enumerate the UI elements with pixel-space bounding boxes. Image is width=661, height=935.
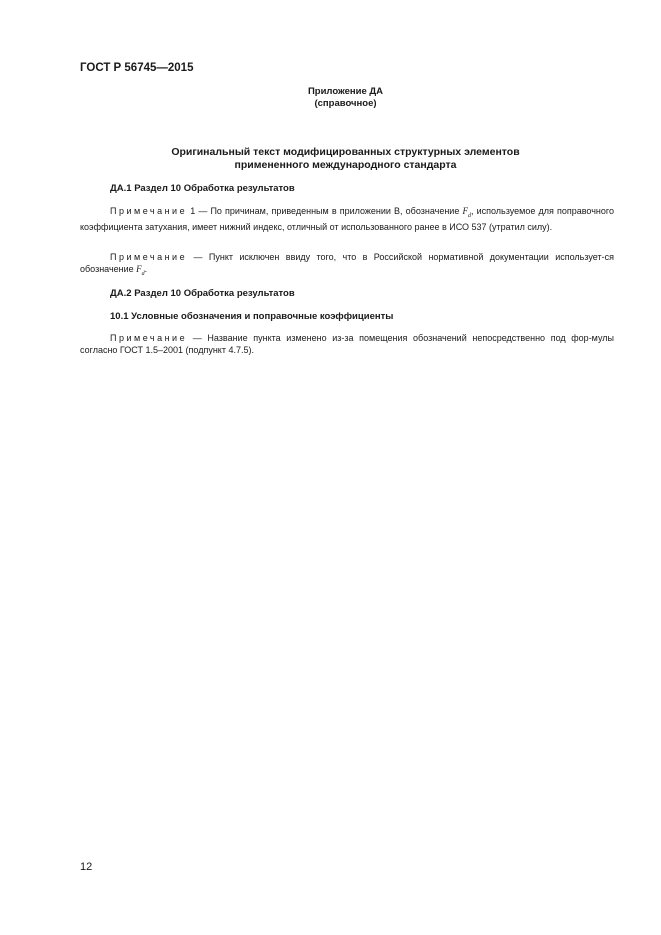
symbol-fd bbox=[462, 206, 471, 219]
annex-subtitle: (справочное) bbox=[314, 98, 377, 109]
note-text: — Название пункта изменено из-за помещения обозначений непосредственно под фор-мулы согласно ГОСТ 1.5–2001 (подпункт 4.7.5). bbox=[80, 333, 614, 355]
note-label: Примечание bbox=[110, 252, 188, 262]
symbol-subscript: d bbox=[467, 212, 471, 219]
subsection-heading: 10.1 Условные обозначения и поправочные коэффициенты bbox=[110, 311, 394, 322]
note-text: — По причинам, приведенным в приложении В, обозначение bbox=[195, 206, 463, 216]
symbol-base: F bbox=[136, 263, 142, 274]
annex-heading bbox=[0, 86, 661, 110]
note-text-cont: . bbox=[144, 263, 148, 274]
note-paragraph bbox=[80, 206, 614, 234]
main-title-line1: Оригинальный текст модифицированных структурных элементов bbox=[171, 146, 520, 158]
page-number: 12 bbox=[80, 861, 93, 873]
note-paragraph bbox=[80, 252, 614, 280]
section-heading-da1: ДА.1 Раздел 10 Обработка результатов bbox=[110, 183, 295, 194]
note-paragraph bbox=[80, 333, 614, 356]
note-label: Примечание bbox=[110, 333, 188, 343]
note-label: Примечание bbox=[110, 206, 188, 216]
main-title bbox=[0, 146, 661, 172]
annex-title: Приложение ДА bbox=[307, 86, 384, 97]
section-heading-da2: ДА.2 Раздел 10 Обработка результатов bbox=[110, 288, 295, 299]
note-text-cont: , используемое для поправочного коэффициента затухания, имеет нижний индекс, отличный от использованного ранее в ИСО 537 (утратил силу). bbox=[80, 206, 614, 233]
symbol-fd bbox=[136, 263, 145, 277]
main-title-line2: примененного международного стандарта bbox=[234, 159, 457, 171]
symbol-subscript: d bbox=[141, 270, 145, 277]
symbol-base: F bbox=[462, 206, 468, 216]
document-code: ГОСТ Р 56745—2015 bbox=[80, 62, 194, 74]
note-number: 1 bbox=[187, 206, 196, 216]
note-text: — Пункт исключен ввиду того, что в Российской нормативной документации использует-ся обозначение bbox=[80, 252, 614, 274]
